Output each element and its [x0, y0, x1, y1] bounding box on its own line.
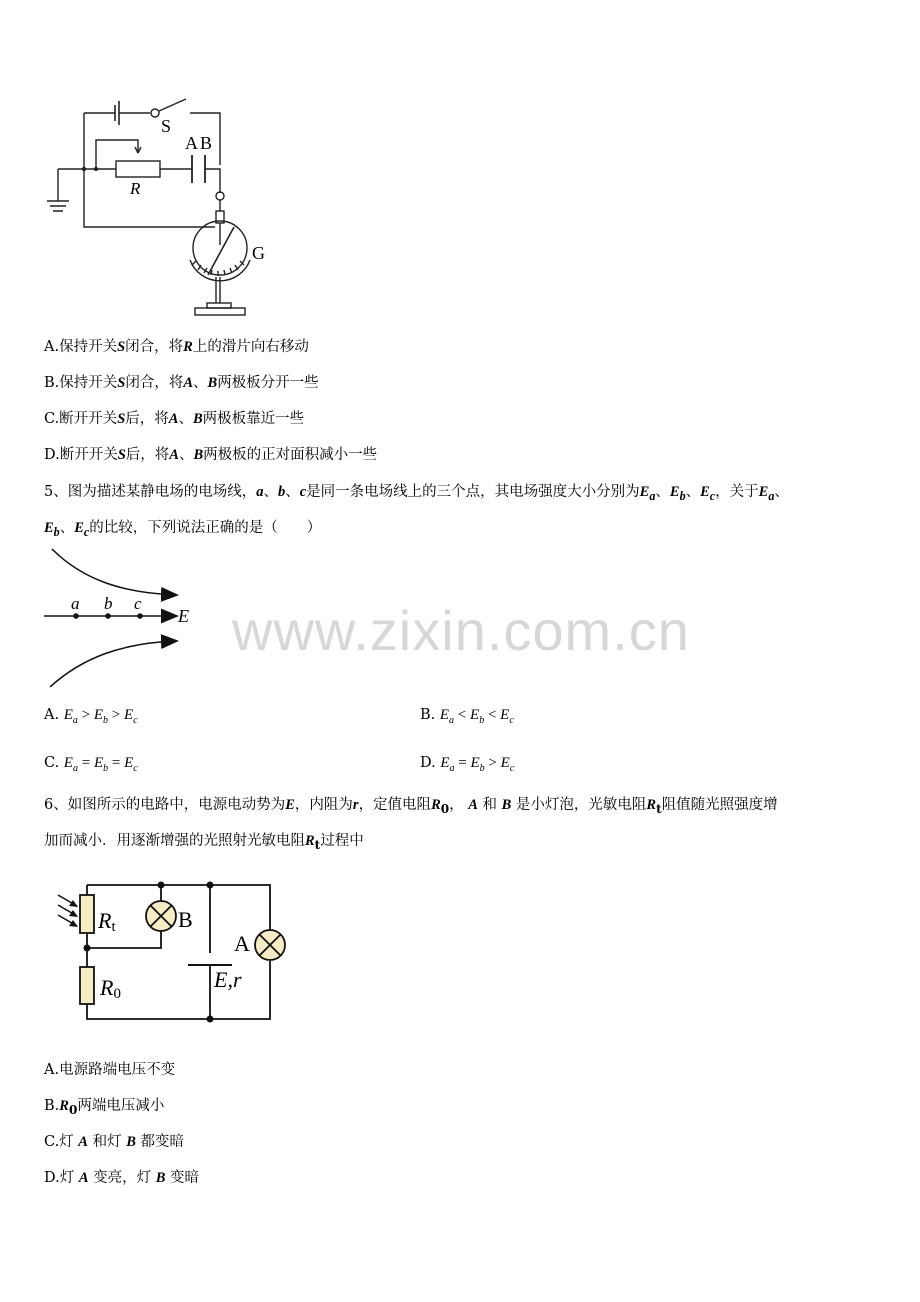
q4-option-c[interactable]: C.断开开关S后，将A、B两极板靠近一些 [44, 411, 305, 427]
q4-option-d[interactable]: D.断开开关S后，将A、B两极板的正对面积减小一些 [44, 447, 378, 463]
plates-label: AB [185, 133, 215, 153]
q6-stem-line1: 6、如图所示的电路中，电源电动势为E，内阻为r，定值电阻$R_0$， A 和 B 是小灯泡，光敏电阻$R_t$阻值随光照强度增 [44, 797, 778, 816]
resistor-label: R [130, 179, 141, 198]
q6-option-b[interactable]: $B.R_0$两端电压减小 [44, 1098, 165, 1117]
lamp-a-label: A [234, 931, 250, 956]
field-e-label: E [178, 606, 189, 626]
field-lines-figure [38, 545, 208, 690]
point-b-label: b [104, 594, 113, 613]
battery-label: E,r [214, 967, 242, 992]
r0-label: R0 [100, 975, 121, 1002]
q5-option-b[interactable]: B. $E_a < E_b < E_c$ [420, 707, 514, 726]
q4-option-b[interactable]: B.保持开关S闭合，将A、B两极板分开一些 [44, 375, 319, 391]
q5-stem-line1: 5、图为描述某静电场的电场线，a、b、c是同一条电场线上的三个点，其电场强度大小分别为$E_a$、$E_b$、$E_c$，关于$E_a$、 [44, 484, 789, 503]
q6-option-c[interactable]: C.灯 A 和灯 B 都变暗 [44, 1134, 184, 1150]
q4-option-a[interactable]: A.保持开关S闭合，将R上的滑片向右移动 [44, 339, 309, 355]
q5-stem-line2: $E_b$、$E_c$的比较，下列说法正确的是（ ） [44, 520, 322, 539]
rt-label: Rt [98, 908, 116, 935]
capacitor-electrometer-figure [40, 95, 290, 325]
q6-option-a[interactable]: A.电源路端电压不变 [44, 1062, 176, 1078]
q5-option-d[interactable]: D. $E_a = E_b > E_c$ [420, 755, 515, 774]
photoresistor-circuit-figure [48, 875, 298, 1030]
point-a-label: a [71, 594, 80, 613]
lamp-b-label: B [178, 907, 193, 932]
electrometer-label: G [252, 243, 265, 263]
switch-label: S [161, 116, 172, 136]
q5-option-a[interactable]: A. $E_a > E_b > E_c$ [44, 707, 138, 726]
q6-option-d[interactable]: D.灯 A 变亮，灯 B 变暗 [44, 1170, 199, 1186]
q6-stem-line2: 加而减小．用逐渐增强的光照射光敏电阻$R_t$过程中 [44, 833, 364, 852]
watermark: www.zixin.com.cn [232, 599, 690, 662]
q5-option-c[interactable]: C. $E_a = E_b = E_c$ [44, 755, 138, 774]
point-c-label: c [134, 594, 142, 613]
